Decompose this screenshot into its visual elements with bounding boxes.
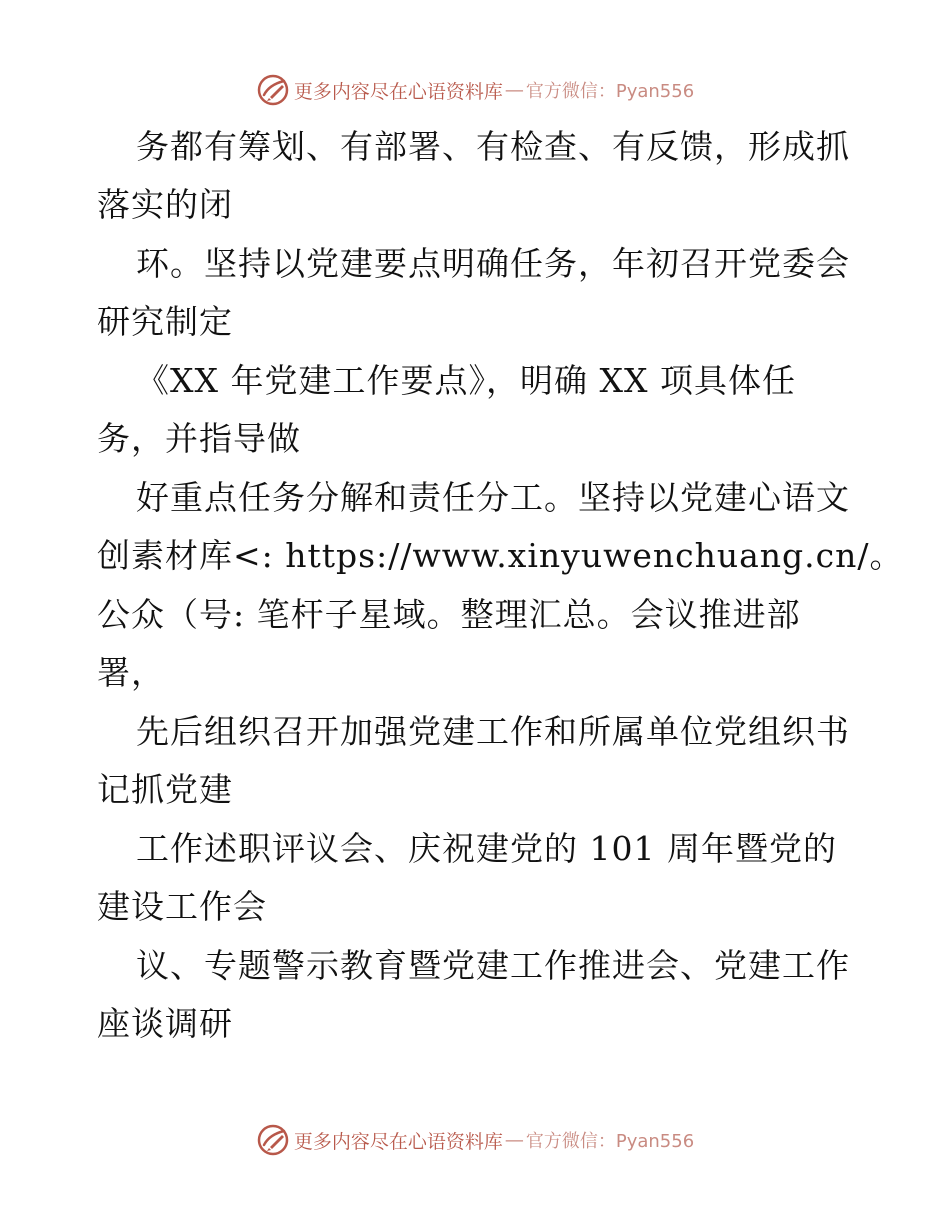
pen-logo-icon <box>256 1123 290 1157</box>
text-line: 建设工作会 <box>97 887 267 926</box>
text-line: 署， <box>97 653 165 692</box>
footer-watermark <box>0 1120 950 1160</box>
pen-logo-icon <box>256 73 290 107</box>
text-line: 研究制定 <box>97 302 233 341</box>
text-line: 记抓党建 <box>97 770 233 809</box>
text-line: 环。坚持以党建要点明确任务，年初召开党委会 <box>136 244 850 283</box>
text-line: 议、专题警示教育暨党建工作推进会、党建工作 <box>136 946 850 985</box>
text-line: 好重点任务分解和责任分工。坚持以党建心语文 <box>136 478 850 517</box>
text-line: 创素材库<: https://www.xinyuwenchuang.cn/。 <box>97 536 904 575</box>
watermark-wechat-text: 官方微信：Pyan556 <box>525 81 695 102</box>
text-line: 座谈调研 <box>97 1004 233 1043</box>
watermark-dash: — <box>504 79 524 101</box>
text-line: 先后组织召开加强党建工作和所属单位党组织书 <box>136 712 850 751</box>
watermark-dash: — <box>504 1129 524 1151</box>
text-line: 工作述职评议会、庆祝建党的 101 周年暨党的 <box>136 829 837 868</box>
text-line: 《XX 年党建工作要点》，明确 XX 项具体任 <box>136 361 796 400</box>
text-line: 落实的闭 <box>97 185 233 224</box>
text-line: 公众（号: 笔杆子星域。整理汇总。会议推进部 <box>97 595 801 634</box>
text-line: 务，并指导做 <box>97 419 301 458</box>
text-line: 务都有筹划、有部署、有检查、有反馈，形成抓 <box>136 127 850 166</box>
watermark-wechat-text: 官方微信：Pyan556 <box>525 1131 695 1152</box>
watermark-main-text: 更多内容尽在心语资料库 <box>293 1130 503 1153</box>
header-watermark <box>0 70 950 110</box>
watermark-main-text: 更多内容尽在心语资料库 <box>293 80 503 103</box>
